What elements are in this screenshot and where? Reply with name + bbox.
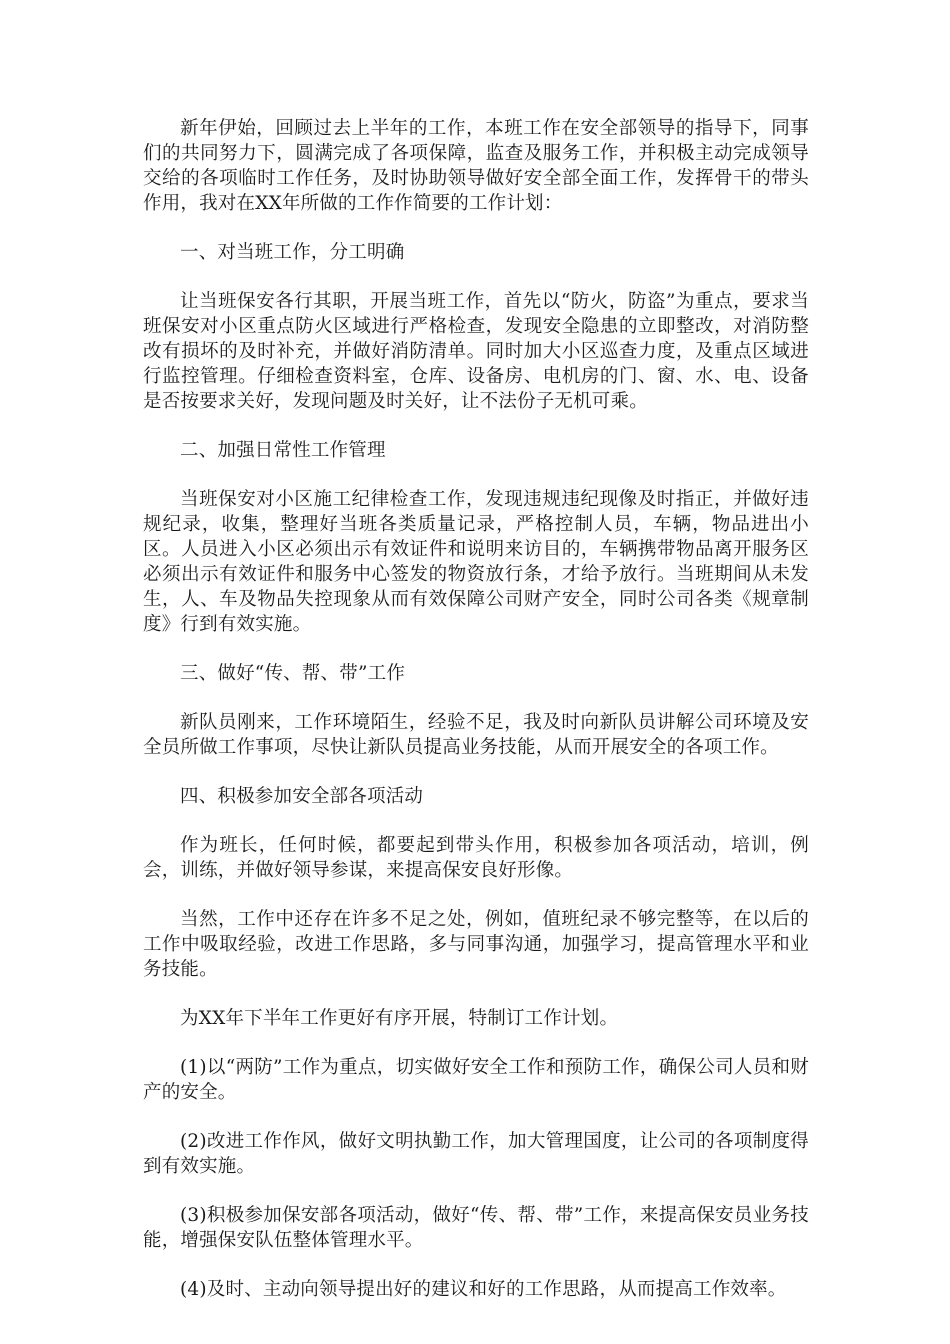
plan-item-4: (4)及时、主动向领导提出好的建议和好的工作思路，从而提高工作效率。 [180,1279,787,1300]
plan-item-1: (1)以“两防”工作为重点，切实做好安全工作和预防工作，确保公司人员和财产的安全。 [143,1057,809,1103]
section-2-paragraph: 当班保安对小区施工纪律检查工作，发现违规违纪现像及时指正，并做好违规纪录，收集，整理好当班各类质量记录，严格控制人员，车辆，物品进出小区。人员进入小区必须出示有效证件和说明来访目的，车辆携带物品离开服务区必须出示有效证件和服务中心签发的物资放行条，才给予放行。当班期间从未发生，人、车及物品失控现象从而有效保障公司财产安全，同时公司各类《规章制度》行到有效实施。 [143,489,809,635]
plan-item-3: (3)积极参加保安部各项活动，做好“传、帮、带”工作，来提高保安员业务技能，增强保安队伍整体管理水平。 [143,1205,809,1251]
section-3-paragraph: 新队员刚来，工作环境陌生，经验不足，我及时向新队员讲解公司环境及安全员所做工作事项，尽快让新队员提高业务技能，从而开展安全的各项工作。 [143,712,809,758]
section-1-paragraph: 让当班保安各行其职，开展当班工作，首先以“防火，防盗”为重点，要求当班保安对小区重点防火区域进行严格检查，发现安全隐患的立即整改，对消防整改有损坏的及时补充，并做好消防清单。同时加大小区巡查力度，及重点区域进行监控管理。仔细检查资料室，仓库、设备房、电机房的门、窗、水、电、设备是否按要求关好，发现问题及时关好，让不法份子无机可乘。 [143,291,809,412]
summary-paragraph: 当然，工作中还存在许多不足之处，例如，值班纪录不够完整等，在以后的工作中吸取经验，改进工作思路，多与同事沟通，加强学习，提高管理水平和业务技能。 [143,909,809,980]
document-body [143,116,809,1326]
intro-paragraph: 新年伊始，回顾过去上半年的工作，本班工作在安全部领导的指导下，同事们的共同努力下，圆满完成了各项保障，监查及服务工作，并积极主动完成领导交给的各项临时工作任务，及时协助领导做好安全部全面工作，发挥骨干的带头作用，我对在XX年所做的工作作简要的工作计划： [143,118,809,214]
section-heading-2: 二、加强日常性工作管理 [180,440,386,461]
plan-item-2: (2)改进工作作风，做好文明执勤工作，加大管理国度，让公司的各项制度得到有效实施。 [143,1131,809,1177]
section-4-paragraph: 作为班长，任何时候，都要起到带头作用，积极参加各项活动，培训，例会，训练，并做好领导参谋，来提高保安良好形像。 [143,835,809,881]
section-heading-4: 四、积极参加安全部各项活动 [180,786,424,807]
plan-intro-paragraph: 为XX年下半年工作更好有序开展，特制订工作计划。 [180,1008,619,1029]
section-heading-3: 三、做好“传、帮、带”工作 [180,663,406,684]
section-heading-1: 一、对当班工作，分工明确 [180,242,405,263]
